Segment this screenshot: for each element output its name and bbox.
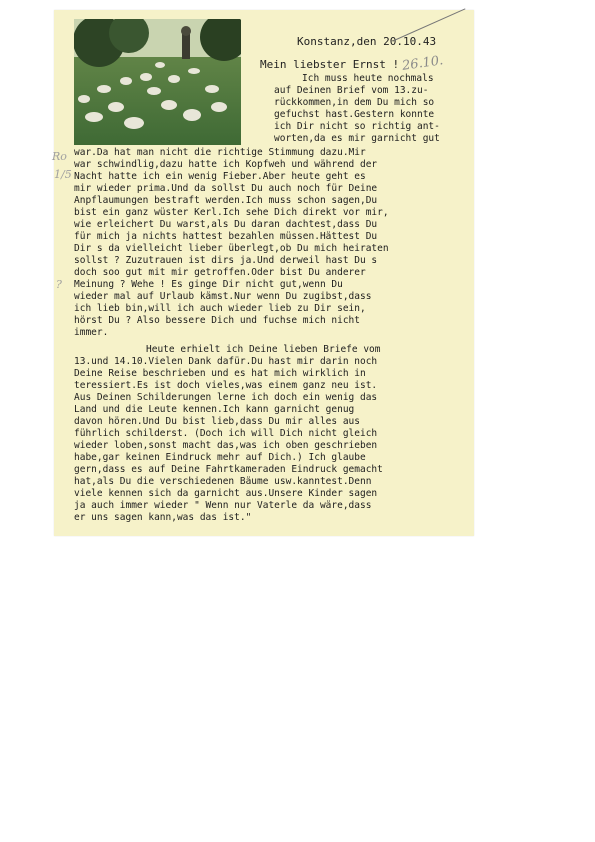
text-line: doch soo gut mit mir getroffen.Oder bist Du anderer [74,267,366,278]
text-line: Heute erhielt ich Deine lieben Briefe vom [146,344,381,355]
text-line: auf Deinen Brief vom 13.zu- [274,85,429,96]
salutation: Mein liebster Ernst ! [260,58,400,71]
text-line: Meinung ? Wehe ! Es ginge Dir nicht gut,wenn Du [74,279,343,290]
text-line: davon hören.Und Du bist lieb,dass Du mir alles aus [74,416,360,427]
text-line: gefuchst hast.Gestern konnte [274,109,435,120]
text-line: Nacht hatte ich ein wenig Fieber.Aber heute geht es [74,171,366,182]
text-line: wieder loben,sonst macht das,was ich oben geschrieben [74,440,378,451]
text-line: war.Da hat man nicht die richtige Stimmung dazu.Mir [74,147,366,158]
text-line: habe,gar keinen Eindruck mehr auf Dich.) Ich glaube [74,452,366,463]
text-line: bist ein ganz wüster Kerl.Ich sehe Dich direkt vor mir, [74,207,389,218]
text-line: sollst ? Zuzutrauen ist dirs ja.Und derweil hast Du s [74,255,378,266]
text-line: Aus Deinen Schilderungen lerne ich doch ein wenig das [74,392,378,403]
letter-sheet [54,10,474,536]
text-line: war schwindlig,dazu hatte ich Kopfweh und während der [74,159,378,170]
text-line: Dir s da vielleicht lieber überlegt,ob Du mich heiraten [74,243,389,254]
text-line: er uns sagen kann,was das ist." [74,512,252,523]
text-line: rückkommen,in dem Du mich so [274,97,435,108]
text-line: Land und die Leute kennen.Ich kann garnicht genug [74,404,355,415]
text-line: worten,da es mir garnicht gut [274,133,440,144]
text-line: wie erleichert Du warst,als Du daran dachtest,dass Du [74,219,378,230]
text-line: gern,dass es auf Deine Fahrtkameraden Eindruck gemacht [74,464,383,475]
text-line: ich Dir nicht so richtig ant- [274,121,440,132]
text-line: immer. [74,327,109,338]
margin-mark: 1/5 [54,168,72,181]
text-line: führlich schilderst. (Doch ich will Dich nicht gleich [74,428,378,439]
text-line: Anpflaumungen bestraft werden.Ich muss schon sagen,Du [74,195,378,206]
text-line: ja auch immer wieder " Wenn nur Vaterle da wäre,dass [74,500,372,511]
text-line: wieder mal auf Urlaub kämst.Nur wenn Du zugibst,dass [74,291,372,302]
penciled-date: 26.10. [401,53,445,74]
place-date: Konstanz,den 20.10.43 [297,35,437,48]
text-line: ich lieb bin,will ich auch wieder lieb zu Dir sein, [74,303,366,314]
text-line: mir wieder prima.Und da sollst Du auch noch für Deine [74,183,378,194]
text-line: für mich ja nichts hattest bezahlen müssen.Hättest Du [74,231,378,242]
text-line: hörst Du ? Also bessere Dich und fuchse mich nicht [74,315,360,326]
text-line: teressiert.Es ist doch vieles,was einem ganz neu ist. [74,380,378,391]
sheep-photo [74,19,241,145]
text-line: Deine Reise beschrieben und es hat mich wirklich in [74,368,366,379]
text-line: viele kennen sich da garnicht aus.Unsere Kinder sagen [74,488,378,499]
text-line: hat,als Du die verschiedenen Bäume usw.kanntest.Denn [74,476,372,487]
margin-mark: Ro [52,150,67,163]
margin-mark: ? [56,278,62,291]
text-line: Ich muss heute nochmals [302,73,434,84]
text-line: 13.und 14.10.Vielen Dank dafür.Du hast mir darin noch [74,356,378,367]
